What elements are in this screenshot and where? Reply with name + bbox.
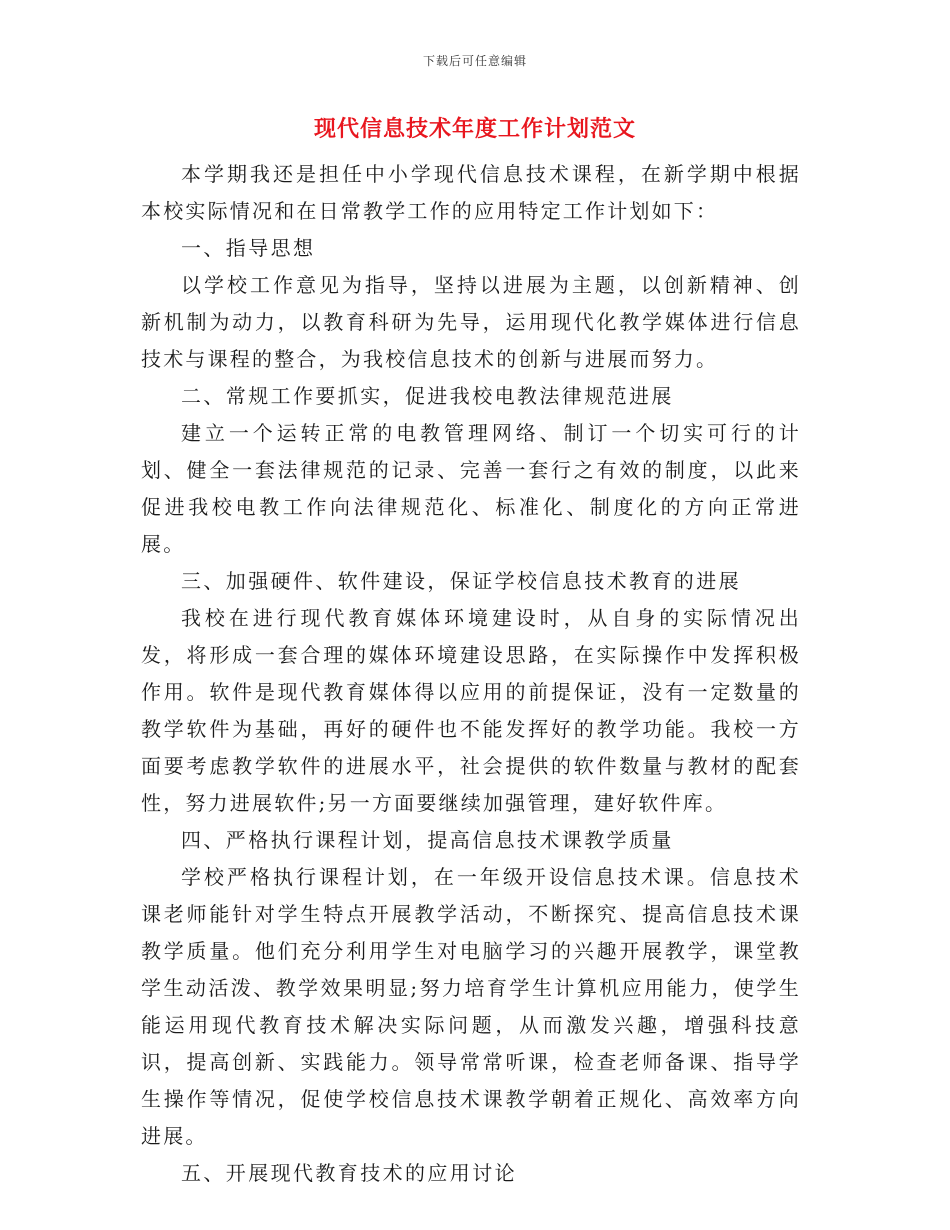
- paragraph-section-1: 以学校工作意见为指导，坚持以进展为主题，以创新精神、创新机制为动力，以教育科研为先导，运用现代化教学媒体进行信息技术与课程的整合，为我校信息技术的创新与进展而努力。: [141, 273, 801, 371]
- paragraph-section-4: 学校严格执行课程计划，在一年级开设信息技术课。信息技术课老师能针对学生特点开展教学活动，不断探究、提高信息技术课教学质量。他们充分利用学生对电脑学习的兴趣开展教学，课堂教学生动活泼、教学效果明显;努力培育学生计算机应用能力，使学生能运用现代教育技术解决实际问题，从而激发兴趣，增强科技意识，提高创新、实践能力。领导常常听课，检查老师备课、指导学生操作等情况，促使学校信息技术课教学朝着正规化、高效率方向进展。: [141, 865, 801, 1148]
- section-heading-1: 一、指导思想: [181, 236, 316, 260]
- document-title: 现代信息技术年度工作计划范文: [313, 116, 636, 142]
- section-heading-4: 四、严格执行课程计划，提高信息技术课教学质量: [181, 828, 674, 852]
- paragraph-intro: 本学期我还是担任中小学现代信息技术课程，在新学期中根据本校实际情况和在日常教学工作的应用特定工作计划如下：: [141, 162, 801, 223]
- section-heading-3: 三、加强硬件、软件建设，保证学校信息技术教育的进展: [181, 569, 741, 593]
- header-note: 下载后可任意编辑: [422, 54, 527, 68]
- section-heading-5: 五、开展现代教育技术的应用讨论: [181, 1161, 517, 1185]
- section-heading-2: 二、常规工作要抓实，促进我校电教法律规范进展: [181, 384, 674, 408]
- document-body: [141, 156, 801, 1192]
- paragraph-section-2: 建立一个运转正常的电教管理网络、制订一个切实可行的计划、健全一套法律规范的记录、完善一套行之有效的制度，以此来促进我校电教工作向法律规范化、标准化、制度化的方向正常进展。: [141, 421, 801, 556]
- paragraph-section-3: 我校在进行现代教育媒体环境建设时，从自身的实际情况出发，将形成一套合理的媒体环境建设思路，在实际操作中发挥积极作用。软件是现代教育媒体得以应用的前提保证，没有一定数量的教学软件为基础，再好的硬件也不能发挥好的教学功能。我校一方面要考虑教学软件的进展水平，社会提供的软件数量与教材的配套性，努力进展软件;另一方面要继续加强管理，建好软件库。: [141, 606, 801, 815]
